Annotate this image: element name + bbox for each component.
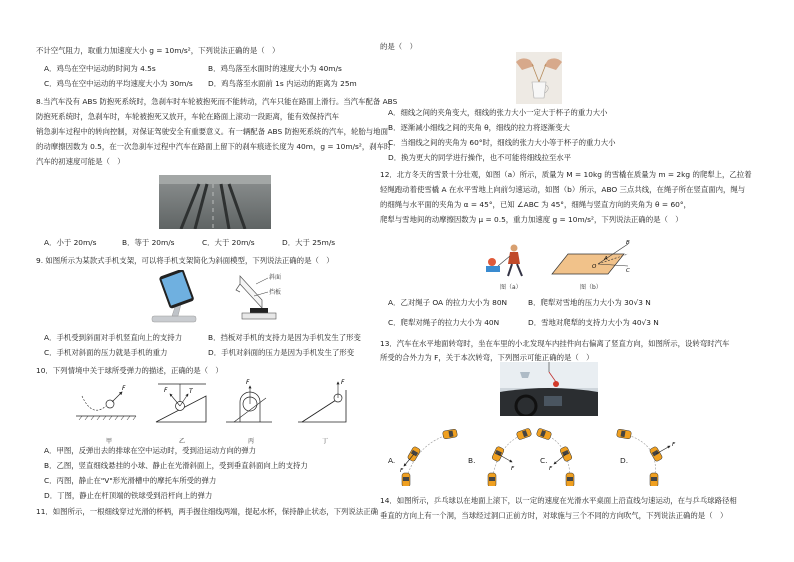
label-slope: 斜面 xyxy=(269,274,282,281)
caption-jia: 甲 xyxy=(106,438,113,445)
point-o: O xyxy=(592,264,597,270)
q10-option-b: B．乙图，竖直细线悬挂的小球、静止在光滑斜面上，受到垂直斜面向上的支持力 xyxy=(44,461,308,470)
force-label-fn-ding: F xyxy=(341,379,345,386)
q12-line-4: 爬犁与雪地间的动摩擦因数为 μ = 0.5，重力加速度 g = 10m/s²，下列说法正确的是（ ） xyxy=(380,215,683,224)
q11-stem: 11．如图所示，一根细线穿过光滑的杯柄，两手握住细线两端，提起水杯，保持静止状态，下列说法正确 xyxy=(36,507,378,516)
q10-option-d: D．丁图，静止在杆顶端的铁球受到沿杆向上的弹力 xyxy=(44,491,213,500)
skid-marks-photo xyxy=(159,175,271,229)
force-label-fn-yi: F xyxy=(164,387,168,394)
q11-option-a: A．细线之间的夹角变大，细线的张力大小一定大于杯子的重力大小 xyxy=(388,108,608,117)
diagram-bing xyxy=(226,379,272,422)
q12-line-2: 轻绳跑动着使雪橇 A 在水平雪地上向前匀速运动，如图（b）所示，ABO 三点共线，在绳子所在竖直面内，绳与 xyxy=(380,185,746,194)
force-f-a: F xyxy=(400,468,404,474)
q10-stem: 10．下列情境中关于球所受弹力的描述，正确的是（ ） xyxy=(36,366,223,375)
q11-option-c: C．当细线之间的夹角为 60°时，细线的张力大小等于杯子的重力大小 xyxy=(388,138,616,147)
point-b: B xyxy=(626,240,630,246)
force-f-d: F xyxy=(672,442,676,448)
label-board: 挡板 xyxy=(269,289,282,296)
q13-option-c-label: C. xyxy=(540,456,548,465)
diagram-yi xyxy=(156,384,206,422)
q13-option-d-label: D. xyxy=(620,456,629,465)
q12-line-1: 12．北方冬天的雪景十分壮观，如图（a）所示，质量为 M = 10kg 的雪橇在质量为 m = 2kg 的爬犁上，乙拉着 xyxy=(380,170,752,179)
q12-option-d: D．雪地对爬犁的支持力大小为 40√3 N xyxy=(528,318,659,327)
caption-yi: 乙 xyxy=(179,438,186,445)
q9-option-d: D．手机对斜面的压力是因为手机发生了形变 xyxy=(208,348,355,357)
phone-stand-photo xyxy=(146,270,208,326)
q10-option-c: C．丙图，静止在"V"形光滑槽中的摩托车所受的弹力 xyxy=(44,476,217,485)
q8-line-3: 销急刹车过程中的转向控制，对保证驾驶安全有重要意义。有一辆配备 ABS 防抱死系统的汽车，轮胎与地面 xyxy=(36,127,388,136)
force-label-fn-bing: F xyxy=(246,379,250,386)
q9-option-a: A．手机受到斜面对手机竖直向上的支持力 xyxy=(44,333,183,342)
option-a-diagram xyxy=(400,429,458,486)
q14-line-1: 14．如图所示，乒乓球以在地面上滚下，以一定的速度在光滑水平桌面上沿直线匀速运动，在与乒乓球路径相 xyxy=(380,496,737,505)
q14-line-2: 垂直的方向上有一个洞，当球经过洞口正前方时，对球施与三个不同的方向吹气，下列说法正确的是（ ） xyxy=(380,511,728,520)
cup-hands-photo xyxy=(516,52,562,104)
left-column xyxy=(36,0,398,562)
q13-option-b-label: B. xyxy=(468,456,476,465)
q9-stem: 9. 如图所示为某款式手机支架，可以将手机支架简化为斜面模型，下列说法正确的是（ ） xyxy=(36,256,334,265)
q10-option-a: A．甲图，反弹出去的排球在空中运动时，受到沿运动方向的弹力 xyxy=(44,446,256,455)
force-label-t: T xyxy=(189,388,193,395)
q7-stem-tail: 不计空气阻力，取重力加速度大小 g = 10m/s²，下列说法正确的是（ ） xyxy=(36,46,280,55)
caption-fig-a: 图（a） xyxy=(500,284,522,291)
point-c: C xyxy=(626,268,630,274)
sled-photo xyxy=(484,240,528,280)
point-a: A xyxy=(604,256,608,262)
q7-option-a: A．鸡鸟在空中运动的时间为 4.5s xyxy=(44,64,156,73)
caption-bing: 丙 xyxy=(248,438,255,445)
q12-option-a: A．乙对绳子 OA 的拉力大小为 80N xyxy=(388,298,508,307)
q8-option-a: A．小于 20m/s xyxy=(44,238,97,247)
q7-option-b: B．鸡鸟落至水面时的速度大小为 40m/s xyxy=(208,64,342,73)
q7-option-d: D．鸡鸟落至水面前 1s 内运动的距离为 25m xyxy=(208,79,357,88)
q11-stem-tail: 的是（ ） xyxy=(380,42,417,51)
force-f-c: F xyxy=(549,466,553,472)
q7-option-c: C．鸡鸟在空中运动的平均速度大小为 30m/s xyxy=(44,79,193,88)
q9-option-c: C．手机对斜面的压力就是手机的重力 xyxy=(44,348,168,357)
q12-line-3: 的细绳与水平面的夹角为 α = 45°，已知 ∠ABC 为 45°，细绳与竖直方向的夹角为 θ = 60°， xyxy=(380,200,691,209)
q13-option-diagrams xyxy=(394,424,744,486)
force-f-b: F xyxy=(511,466,515,472)
q9-option-b: B．挡板对手机的支持力是因为手机发生了形变 xyxy=(208,333,361,342)
q8-line-4: 的动摩擦因数为 0.5，在一次急刹车过程中汽车在路面上留下的刹车痕迹长度为 40m，g = 10m/s²，刹车时 xyxy=(36,142,392,151)
right-column xyxy=(376,0,758,562)
diagram-ding xyxy=(298,379,346,422)
car-interior-photo xyxy=(500,362,598,416)
q13-option-a-label: A. xyxy=(388,456,396,465)
option-b-diagram xyxy=(488,428,532,486)
q11-option-b: B．逐渐减小细线之间的夹角 θ，细线的拉力将逐渐变大 xyxy=(388,123,570,132)
caption-ding: 丁 xyxy=(322,438,329,445)
q8-line-5: 汽车的初速度可能是（ ） xyxy=(36,157,125,166)
q12-option-b: B．爬犁对雪地的压力大小为 30√3 N xyxy=(528,298,651,307)
q12-option-c: C．爬犁对绳子的拉力大小为 40N xyxy=(388,318,500,327)
force-label-f: F xyxy=(122,385,126,392)
q8-option-c: C．大于 20m/s xyxy=(202,238,255,247)
q10-diagrams xyxy=(76,378,366,436)
q13-line-2: 所受的合外力为 F，关于本次转弯，下列图示可能正确的是（ ） xyxy=(380,353,594,362)
q11-option-d: D．换为更大的同学进行操作，也不可能将细线拉至水平 xyxy=(388,153,572,162)
q8-option-d: D．大于 25m/s xyxy=(282,238,336,247)
q8-line-1: 8.当汽车没有 ABS 防抱死系统时，急刹车时车轮被抱死而不能转动，汽车只能在路面上滑行。当汽车配备 ABS xyxy=(36,97,398,106)
caption-fig-b: 图（b） xyxy=(580,284,602,291)
diagram-jia xyxy=(76,385,136,420)
q8-option-b: B．等于 20m/s xyxy=(122,238,175,247)
q8-line-2: 防抱死系统时，急刹车时，车轮被抱死又放开，车轮在路面上滚动一段距离，能有效保持汽车 xyxy=(36,112,340,121)
sled-diagram xyxy=(548,240,632,280)
q13-line-1: 13．汽车在水平地面转弯时，坐在车里的小北发现车内挂件向右偏离了竖直方向，如图所示，设转弯时汽车 xyxy=(380,339,730,348)
